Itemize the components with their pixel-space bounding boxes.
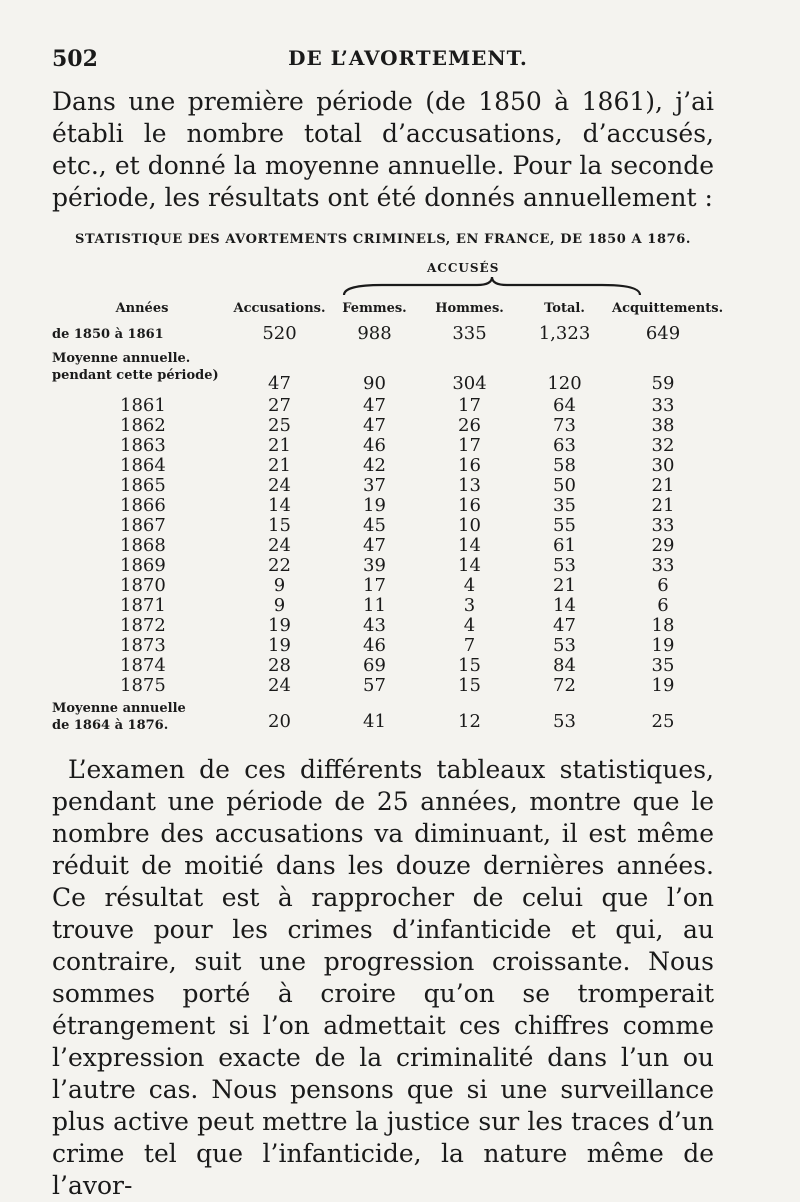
- table-cell: 14: [268, 495, 291, 516]
- accused-column-group: [52, 261, 714, 301]
- year-cell: 1874: [120, 655, 166, 676]
- year-row: [52, 416, 714, 436]
- year-row: [52, 656, 714, 676]
- table-cell: 17: [458, 435, 481, 456]
- table-cell: 19: [268, 635, 291, 656]
- table-cell: 53: [553, 711, 576, 732]
- table-cell: 120: [547, 373, 582, 394]
- year-row: [52, 496, 714, 516]
- table-cell: 64: [553, 395, 576, 416]
- table-cell: 21: [651, 475, 675, 496]
- table-cell: 73: [553, 415, 576, 436]
- year-row: [52, 676, 714, 700]
- table-cell: 39: [363, 555, 386, 576]
- table-cell: 57: [363, 675, 386, 696]
- table-cell: 16: [458, 495, 481, 516]
- table-cell: 27: [268, 395, 291, 416]
- table-cell: 59: [651, 373, 675, 394]
- table-cell: 30: [651, 455, 675, 476]
- year-row: [52, 616, 714, 636]
- intro-paragraph: Dans une première période (de 1850 à 1861), j’ai établi le nombre total d’accusations, d’accusés, etc., et donné la moyenne annuelle. Pour la seconde période, les résultats ont été donnés annuellement :: [52, 87, 714, 212]
- year-row: [52, 436, 714, 456]
- table-cell: 19: [651, 635, 675, 656]
- closing-paragraph: L’examen de ces différents tableaux statistiques, pendant une période de 25 années, montre que le nombre des accusations va diminuant, il est même réduit de moitié dans les douze dernières années. Ce résultat est à rapprocher de celui que l’on trouve pour les crimes d’infanticide et qui, au contraire, suit une progression croissante. Nous sommes porté à croire qu’on se tromperait étrangement si l’on admettait ces chiffres comme l’expression exacte de la criminalité dans l’un ou l’autre cas. Nous pensons que si une surveillance plus active peut mettre la justice sur les traces d’un crime tel que l’infanticide, la nature même de l’avor-: [52, 755, 714, 1200]
- year-cell: 1865: [120, 475, 166, 496]
- table-cell: 6: [657, 575, 669, 596]
- table-cell: 7: [463, 635, 476, 656]
- table-cell: 1,323: [538, 323, 591, 344]
- table-cell: 72: [553, 675, 576, 696]
- table-cell: 304: [452, 373, 487, 394]
- curly-brace-icon: [342, 275, 642, 297]
- table-cell: 53: [553, 635, 576, 656]
- page-number: 502: [52, 46, 98, 72]
- table-cell: 6: [657, 595, 669, 616]
- year-cell: 1862: [120, 415, 166, 436]
- year-rows: [52, 396, 714, 700]
- table-cell: 47: [363, 535, 386, 556]
- table-cell: 58: [553, 455, 576, 476]
- column-header: Accusations.: [233, 301, 326, 316]
- column-header: Années: [115, 301, 169, 316]
- table-cell: 19: [363, 495, 386, 516]
- table-cell: 26: [458, 415, 481, 436]
- table-cell: 61: [553, 535, 576, 556]
- table-cell: 19: [651, 675, 675, 696]
- table-cell: 12: [458, 711, 481, 732]
- table-cell: 84: [553, 655, 576, 676]
- table-cell: 46: [363, 435, 386, 456]
- table-cell: 24: [268, 475, 291, 496]
- table-title: STATISTIQUE DES AVORTEMENTS CRIMINELS, EN FRANCE, DE 1850 A 1876.: [74, 232, 692, 247]
- year-row: [52, 596, 714, 616]
- row-label: de 1850 à 1861: [52, 326, 164, 342]
- year-cell: 1869: [120, 555, 166, 576]
- table-cell: 9: [273, 575, 286, 596]
- page-header: [52, 40, 714, 78]
- table-cell: 15: [458, 675, 481, 696]
- table-cell: 28: [268, 655, 291, 676]
- year-row: [52, 636, 714, 656]
- table-cell: 50: [553, 475, 576, 496]
- table-cell: 15: [458, 655, 481, 676]
- year-row: [52, 456, 714, 476]
- row-label-line: Moyenne annuelle: [52, 701, 186, 716]
- table-cell: 17: [363, 575, 386, 596]
- table-cell: 11: [363, 595, 386, 616]
- row-label-line: de 1864 à 1876.: [52, 718, 169, 733]
- year-row: [52, 476, 714, 496]
- year-row: [52, 576, 714, 596]
- table-cell: 4: [463, 615, 476, 636]
- table-cell: 46: [363, 635, 386, 656]
- table-cell: 55: [553, 515, 576, 536]
- table-cell: 33: [651, 395, 675, 416]
- table-cell: 17: [458, 395, 481, 416]
- table-cell: 47: [268, 373, 291, 394]
- table-cell: 649: [645, 323, 681, 344]
- table-cell: 33: [651, 515, 675, 536]
- table-cell: 19: [268, 615, 291, 636]
- year-cell: 1867: [120, 515, 166, 536]
- year-cell: 1868: [120, 535, 166, 556]
- table-cell: 21: [268, 455, 291, 476]
- abortion-statistics-table: [52, 301, 724, 734]
- table-cell: 14: [458, 555, 481, 576]
- table-cell: 14: [553, 595, 576, 616]
- year-row: [52, 556, 714, 576]
- table-cell: 35: [651, 655, 675, 676]
- table-cell: 21: [553, 575, 576, 596]
- table-cell: 47: [363, 415, 386, 436]
- table-cell: 988: [357, 323, 392, 344]
- table-cell: 14: [458, 535, 481, 556]
- table-cell: 335: [452, 323, 487, 344]
- average-row-1864-1876: [52, 700, 714, 734]
- running-title: DE L’AVORTEMENT.: [288, 46, 528, 70]
- column-header: Femmes.: [342, 301, 407, 316]
- table-cell: 22: [268, 555, 291, 576]
- table-cell: 43: [363, 615, 386, 636]
- table-cell: 53: [553, 555, 576, 576]
- table-cell: 13: [458, 475, 481, 496]
- table-cell: 18: [651, 615, 675, 636]
- table-cell: 24: [268, 535, 291, 556]
- table-cell: 520: [262, 323, 297, 344]
- table-cell: 37: [363, 475, 386, 496]
- table-cell: 69: [363, 655, 386, 676]
- table-cell: 3: [463, 595, 476, 616]
- table-cell: 47: [553, 615, 576, 636]
- column-header: Hommes.: [435, 301, 504, 316]
- table-cell: 21: [268, 435, 291, 456]
- table-cell: 16: [458, 455, 481, 476]
- period-total-row: [52, 324, 714, 350]
- table-cell: 63: [553, 435, 576, 456]
- row-label-line: pendant cette période): [52, 368, 219, 383]
- row-label: [52, 350, 232, 396]
- row-label-line: Moyenne annuelle.: [52, 351, 191, 366]
- accused-group-label: ACCUSÉS: [427, 261, 500, 275]
- table-cell: 32: [651, 435, 675, 456]
- table-cell: 24: [268, 675, 291, 696]
- table-cell: 29: [651, 535, 675, 556]
- table-cell: 47: [363, 395, 386, 416]
- table-cell: 90: [363, 373, 386, 394]
- table-cell: 15: [268, 515, 291, 536]
- year-cell: 1870: [120, 575, 166, 596]
- column-header: Total.: [544, 301, 585, 316]
- year-cell: 1875: [120, 675, 166, 696]
- table-cell: 42: [363, 455, 386, 476]
- table-cell: 4: [463, 575, 476, 596]
- table-cell: 20: [268, 711, 291, 732]
- row-label: [52, 700, 232, 734]
- year-cell: 1864: [120, 455, 166, 476]
- year-cell: 1861: [120, 395, 166, 416]
- year-cell: 1871: [120, 595, 166, 616]
- table-cell: 25: [268, 415, 291, 436]
- book-page: [52, 40, 724, 1202]
- table-cell: 41: [363, 711, 386, 732]
- table-cell: 38: [651, 415, 675, 436]
- table-header-row: [52, 301, 714, 324]
- table-cell: 9: [273, 595, 286, 616]
- table-cell: 33: [651, 555, 675, 576]
- table-cell: 21: [651, 495, 675, 516]
- column-header: Acquittements.: [612, 301, 724, 316]
- year-row: [52, 536, 714, 556]
- year-cell: 1866: [120, 495, 166, 516]
- table-cell: 45: [363, 515, 386, 536]
- table-cell: 25: [651, 711, 675, 732]
- average-row-1850-1861: [52, 350, 714, 396]
- year-cell: 1873: [120, 635, 166, 656]
- year-row: [52, 396, 714, 416]
- table-cell: 10: [458, 515, 481, 536]
- year-row: [52, 516, 714, 536]
- year-cell: 1863: [120, 435, 166, 456]
- year-cell: 1872: [120, 615, 166, 636]
- table-cell: 35: [553, 495, 576, 516]
